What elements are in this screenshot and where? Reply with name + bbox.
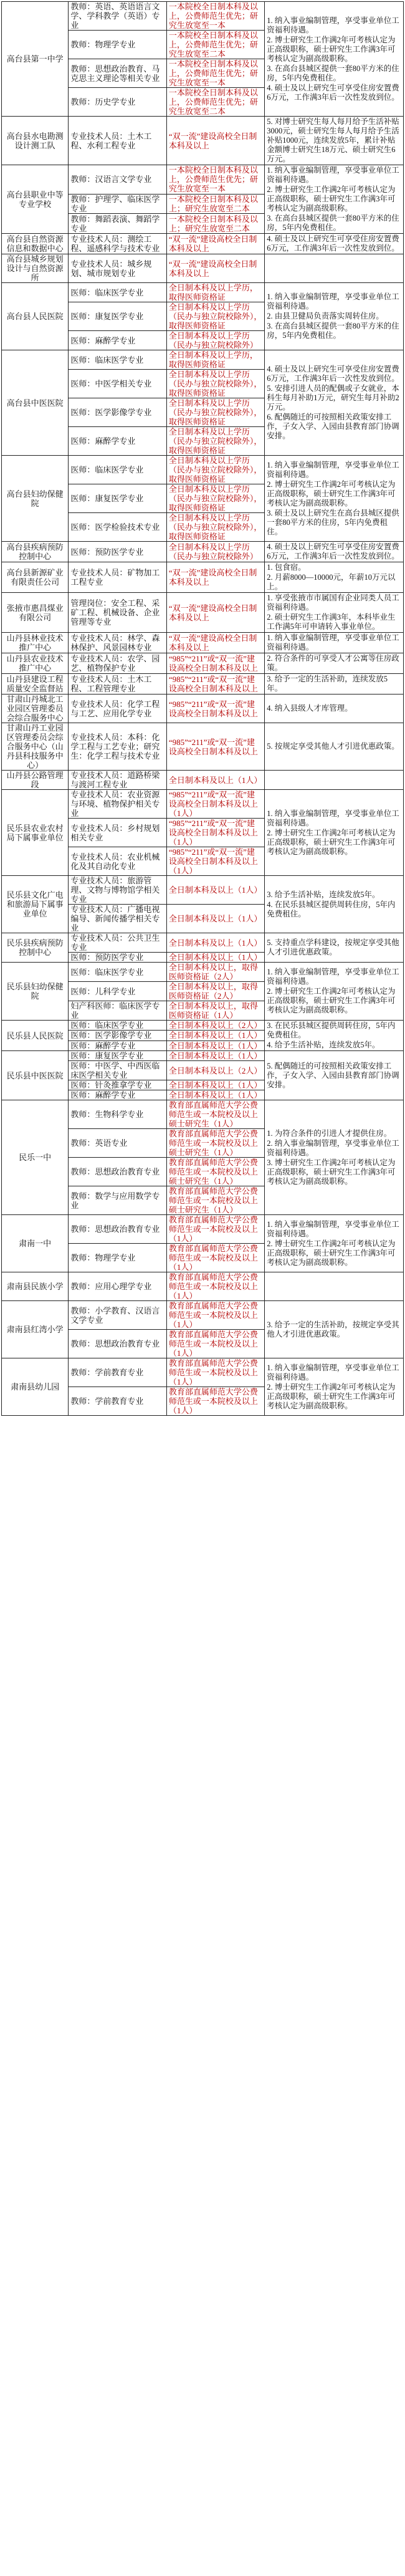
- treatment-policy: [265, 234, 404, 254]
- post-and-major: 医师：临床医学专业: [69, 350, 166, 370]
- education-requirement: 一本院校全日制本科及以上；研究生放宽至二本: [166, 214, 264, 234]
- treatment-item: 3. 博士研究生工作满2年可考核认定为正高级职称，硕士研究生工作满3年可考核认定为副高级职称。: [267, 1158, 396, 1186]
- education-requirement: “985”“211”或“双一流”建设高校全日制本科及以上: [166, 653, 264, 674]
- education-requirement: “985”“211”或“双一流”建设高校全日制本科及以上（1人）: [166, 819, 264, 847]
- treatment-item: 4. 纳入县级人才库管理。: [267, 704, 353, 713]
- treatment-policy: [265, 963, 404, 1021]
- treatment-item: 2. 博士研究生工作满2年可考核认定为正高级职称，硕士研究生工作满3年可考核认定为副高级职称。: [267, 987, 396, 1014]
- post-and-major: 专业技术人员：林学、森林保护、风景园林专业: [69, 633, 166, 653]
- post-and-major: 专业技术人员：农业资源与环境、植物保护相关专业: [69, 790, 166, 819]
- treatment-item: 5. 按规定享受其他人才引进优惠政策。: [267, 742, 399, 751]
- unit-name: 民乐县人民医院: [2, 1021, 69, 1051]
- treatment-item: 2. 博士研究生工作满2年可考核认定为正高级职称，硕士研究生工作满3年可考核认定为副高级职称。: [267, 35, 396, 63]
- post-and-major: 教师：英语专业: [69, 1129, 166, 1158]
- treatment-policy: [265, 117, 404, 165]
- treatment-item: 6. 配偶随迁的可按照相关政策安排工作，子女入学、入园由县教育部门协调安排。: [267, 413, 399, 440]
- education-requirement: 全日制本科及以上学历（民办与独立院校除外）: [166, 331, 264, 350]
- post-and-major: 医师：医学检验技术专业: [69, 513, 166, 542]
- treatment-item: 1. 纳入事业编制管理，享受事业单位工资福利待遇。: [267, 16, 399, 34]
- post-and-major: 教师：思想政治教育、马克思主义理论等相关专业: [69, 59, 166, 88]
- education-requirement: “双一流”建设高校全日制本科及以上: [166, 234, 264, 254]
- treatment-policy: [265, 1301, 404, 1358]
- education-requirement: 全日制本科及以上（2人）: [166, 1021, 264, 1031]
- treatment-policy: [265, 542, 404, 562]
- unit-name: 肃南一中: [2, 1215, 69, 1272]
- treatment-item: 2. 符合条件的可享受人才公寓等住房政策。: [267, 654, 399, 672]
- education-requirement: 全日制本科及以上学历（民办与独立院校除外），取得医师资格证: [166, 513, 264, 542]
- education-requirement: “985”“211”或“双一流”建设高校全日制本科及以上（1人）: [166, 790, 264, 819]
- unit-name: 高台县中医医院: [2, 350, 69, 456]
- post-and-major: 医师：医学影像学专业: [69, 398, 166, 427]
- treatment-item: 4. 给予生活补贴，连续发放5年。: [267, 1040, 380, 1049]
- education-requirement: 全日制本科及以上学历（民办与独立院校除外），取得医师资格证: [166, 398, 264, 427]
- education-requirement: 全日制本科及以上（1人）: [166, 1090, 264, 1100]
- education-requirement: 全日制本科及以上学历（民办与独立院校除外）: [166, 542, 264, 562]
- treatment-item: 5. 安排引进人员的配偶或子女就业，本科生每月补助1万元，研究生每月补助2万元。: [267, 384, 399, 411]
- table-row: [2, 1100, 404, 1129]
- table-row: [2, 1301, 404, 1330]
- post-and-major: 教师：物理学专业: [69, 1244, 166, 1272]
- education-requirement: 全日制本科及以上（1人）: [166, 953, 264, 963]
- unit-name: 高台县疾病预防控制中心: [2, 542, 69, 562]
- post-and-major: 教师：英语、英语语言文学、学科教学（英语）专业: [69, 2, 166, 31]
- post-and-major: 医师：中医学相关专业: [69, 370, 166, 398]
- education-requirement: 全日制本科及以上，取得医师资格证（2人）: [166, 982, 264, 1001]
- unit-name: 肃南县红湾小学: [2, 1301, 69, 1358]
- post-and-major: 教师：汉语言文学专业: [69, 165, 166, 195]
- post-and-major: 管理岗位：安全工程、采矿工程、机械设备、企业管理等专业: [69, 593, 166, 633]
- treatment-item: 3. 在高台县城区提供一套80平方米的住房，5年内免费租住。: [267, 214, 399, 232]
- treatment-policy: [265, 771, 404, 790]
- education-requirement: 全日制本科及以上（1人）: [166, 876, 264, 905]
- unit-name: 肃南县民族小学: [2, 1272, 69, 1301]
- treatment-item: 3. 硕士及以上研究生在高台县城区提供一套80平方米的住房，5年内免费租住。: [267, 508, 399, 536]
- education-requirement: 全日制本科及以上（1人）: [166, 1080, 264, 1090]
- table-row: [2, 234, 404, 254]
- unit-name: 张掖市惠昌煤业有限公司: [2, 593, 69, 633]
- post-and-major: 医师：医学影像学专业: [69, 1031, 166, 1040]
- unit-name: 高台县妇幼保健院: [2, 456, 69, 542]
- unit-name: 山丹县林业技术推广中心: [2, 633, 69, 653]
- treatment-item: 4. 硕士及以上研究生可享受住房安置费6万元，工作满3年后一次性发放到位。: [267, 365, 399, 383]
- treatment-policy: [265, 933, 404, 963]
- post-and-major: 医师：临床医学专业: [69, 456, 166, 484]
- treatment-item: 3. 给予一定的生活补助，连续发放5年。: [267, 675, 388, 693]
- post-and-major: 教师：舞蹈表演、舞蹈学专业: [69, 214, 166, 234]
- post-and-major: 医师：儿科学专业: [69, 982, 166, 1001]
- treatment-policy: [265, 350, 404, 456]
- table-row: [2, 117, 404, 165]
- table-row: [2, 633, 404, 653]
- post-and-major: 专业技术人员：道路桥梁与渡河工程专业: [69, 771, 166, 790]
- education-requirement: “985”“211”或“双一流”建设高校全日制本科及以上: [166, 694, 264, 723]
- post-and-major: 专业技术人员：城乡规划、城市规划专业: [69, 254, 166, 283]
- education-requirement: 全日制本科及以上学历（民办与独立院校除外），取得医师资格证: [166, 370, 264, 398]
- treatment-item: 1. 纳入事业编制管理，享受事业单位工资福利待遇。: [267, 292, 399, 310]
- treatment-policy: [265, 694, 404, 723]
- education-requirement: 全日制本科及以上学历（民办与独立院校除外），取得医师资格证: [166, 302, 264, 331]
- recruitment-table-body: [2, 2, 404, 1416]
- treatment-item: 2. 博士研究生工作满2年可考核认定为正高级职称，硕士研究生工作满3年可考核认定为副高级职称。: [267, 828, 396, 856]
- education-requirement: “985”“211”或“双一流”建设高校全日制本科及以上: [166, 674, 264, 694]
- table-row: [2, 1215, 404, 1244]
- table-row: [2, 350, 404, 370]
- unit-name: 山丹县建设工程质量安全监督站: [2, 674, 69, 694]
- post-and-major: 医师：预防医学专业: [69, 542, 166, 562]
- post-and-major: 教师：历史学专业: [69, 88, 166, 117]
- education-requirement: 全日制本科及以上，取得医师资格证（2人）: [166, 963, 264, 982]
- post-and-major: 医师：针灸推拿学专业: [69, 1080, 166, 1090]
- treatment-policy: [265, 633, 404, 653]
- treatment-item: 1. 纳入事业编制管理，享受事业单位工资福利待遇。: [267, 633, 399, 651]
- treatment-item: 2. 博士研究生工作满2年可考核认定为正高级职称，硕士研究生工作满3年可考核认定为副高级职称。: [267, 1382, 396, 1410]
- table-row: [2, 723, 404, 771]
- treatment-item: 4. 在民乐县城区提供周转住房，5年内免费租住。: [267, 900, 396, 918]
- post-and-major: 专业技术人员：本科：化学工程与工艺专业；研究生：化学工程与技术专业: [69, 723, 166, 771]
- unit-name: 民乐县妇幼保健院: [2, 963, 69, 1021]
- table-row: [2, 1051, 404, 1061]
- education-requirement: 一本院校全日制本科及以上，公费师范生优先；研究生放宽至二本: [166, 31, 264, 59]
- post-and-major: 医师：麻醉学专业: [69, 1040, 166, 1050]
- table-row: [2, 2, 404, 31]
- education-requirement: 教育部直属师范大学公费师范生或一本院校及以上硕士研究生（1人）: [166, 1186, 264, 1215]
- education-requirement: 全日制本科及以上学历，取得医师资格证: [166, 350, 264, 370]
- education-requirement: 全日制本科及以上学历（民办与独立院校除外），取得医师资格证: [166, 484, 264, 513]
- treatment-policy: [265, 1021, 404, 1051]
- unit-name: 肃南县幼儿园: [2, 1358, 69, 1416]
- treatment-policy: [265, 165, 404, 234]
- post-and-major: 专业技术人员：公共卫生专业: [69, 933, 166, 953]
- post-and-major: 专业技术人员：旅游管理、文物与博物馆学相关专业: [69, 876, 166, 905]
- education-requirement: 全日制本科及以上（1人）: [166, 905, 264, 933]
- treatment-item: 5. 配偶随迁的可按照相关政策安排工作，子女入学、入园由县教育部门协调安排。: [267, 1061, 399, 1089]
- treatment-policy: [265, 456, 404, 542]
- treatment-item: 1. 纳入事业编制管理，享受事业单位工资福利待遇。: [267, 968, 399, 986]
- education-requirement: “双一流”建设高校全日制本科及以上: [166, 254, 264, 283]
- unit-name: 高台县职业中等专业学校: [2, 165, 69, 234]
- treatment-item: 1. 纳入事业编制管理，享受事业单位工资福利待遇。: [267, 809, 399, 827]
- unit-name: 民乐一中: [2, 1100, 69, 1215]
- post-and-major: 医师：康复医学专业: [69, 1051, 166, 1061]
- treatment-item: 1. 为符合条件的引进人才提供住房。: [267, 1128, 392, 1138]
- table-row: [2, 674, 404, 694]
- unit-name: 山丹县公路管理段: [2, 771, 69, 790]
- treatment-item: 2. 纳入事业编制管理，享受事业单位工资福利待遇。: [267, 1138, 399, 1157]
- table-row: [2, 283, 404, 302]
- post-and-major: 教师：生物科学专业: [69, 1100, 166, 1129]
- table-row: [2, 1358, 404, 1387]
- table-row: [2, 542, 404, 562]
- table-row: [2, 254, 404, 283]
- post-and-major: 教师：思想政治教育专业: [69, 1330, 166, 1358]
- education-requirement: 一本院校全日制本科及以上，公费师范生优先；研究生放宽至一本: [166, 59, 264, 88]
- education-requirement: 全日制本科及以上（2人）: [166, 1061, 264, 1080]
- post-and-major: 专业技术人员：广播电视编导、新闻传播学相关专业: [69, 905, 166, 933]
- table-row: [2, 653, 404, 674]
- post-and-major: 医师：麻醉学专业: [69, 427, 166, 456]
- education-requirement: 教育部直属师范大学公费师范生或一本院校及以上（1人）: [166, 1215, 264, 1244]
- post-and-major: 专业技术人员：测绘工程、遥感科学与技术专业: [69, 234, 166, 254]
- education-requirement: 全日制本科及以上（1人）: [166, 1031, 264, 1040]
- post-and-major: 医师：康复医学专业: [69, 302, 166, 331]
- treatment-item: 1. 包食宿。: [267, 563, 306, 572]
- treatment-policy: [265, 876, 404, 933]
- treatment-item: 4. 硕士及以上研究生可享受住房安置费6万元，工作满3年后一次性发放到位。: [267, 234, 399, 252]
- education-requirement: 教育部直属师范大学公费师范生或一本院校及以上硕士研究生（1人）: [166, 1129, 264, 1158]
- unit-name: 甘肃山丹工业园区管理委员会综合服务中心（山丹县科技服务中心）: [2, 723, 69, 771]
- unit-name: 高台县城乡规划设计与自然资源所: [2, 254, 69, 283]
- unit-name: 民乐县文化广电和旅游局下属事业单位: [2, 876, 69, 933]
- treatment-policy: [265, 254, 404, 283]
- unit-name: 高台县自然资源信息和数据中心: [2, 234, 69, 254]
- education-requirement: 全日制本科及以上，取得医师资格证（1人）: [166, 1001, 264, 1021]
- education-requirement: 全日制本科及以上学历（民办与独立院校除外），取得医师资格证: [166, 427, 264, 456]
- treatment-item: 1. 纳入事业编制管理，享受事业单位工资福利待遇。: [267, 1363, 399, 1382]
- table-row: [2, 933, 404, 953]
- unit-name: 民乐县疾病预防控制中心: [2, 933, 69, 963]
- treatment-item: 1. 纳入事业编制管理，享受事业单位工资福利待遇。: [267, 166, 399, 184]
- treatment-item: 2. 博士研究生工作满2年可考核认定为正高级职称，硕士研究生工作满3年可考核认定为副高级职称。: [267, 479, 396, 507]
- table-row: [2, 456, 404, 484]
- post-and-major: 医师：麻醉学专业: [69, 1090, 166, 1100]
- education-requirement: 全日制本科及以上学历，取得医师资格证: [166, 283, 264, 302]
- education-requirement: 一本院校全日制本科及以上，公费师范生优先；研究生放宽至二本: [166, 88, 264, 117]
- treatment-item: 1. 纳入事业编制管理，享受事业单位工资福利待遇。: [267, 1219, 399, 1238]
- education-requirement: “双一流”建设高校全日制本科及以上: [166, 593, 264, 633]
- treatment-policy: [265, 1272, 404, 1301]
- treatment-item: 2. 由县卫健局负责落实周转住房。: [267, 312, 384, 320]
- unit-name: 民乐县农业农村局下属事业单位: [2, 790, 69, 876]
- post-and-major: 教师：学前教育专业: [69, 1358, 166, 1387]
- table-row: [2, 562, 404, 593]
- treatment-item: 1. 享受张掖市市属国有企业同类人员工资福利待遇。: [267, 594, 399, 612]
- post-and-major: 医师：临床医学专业: [69, 283, 166, 302]
- education-requirement: 教育部直属师范大学公费师范生或一本院校及以上（1人）: [166, 1358, 264, 1387]
- treatment-item: 2. 博士研究生工作满2年可考核认定为正高级职称，硕士研究生工作满3年可考核认定为副高级职称。: [267, 185, 396, 213]
- education-requirement: 教育部直属师范大学公费师范生或一本院校及以上（1人）: [166, 1387, 264, 1416]
- treatment-item: 1. 纳入事业编制管理，享受事业单位工资福利待遇。: [267, 460, 399, 479]
- post-and-major: 教师：物理学专业: [69, 31, 166, 59]
- post-and-major: 教师：思想政治教育专业: [69, 1215, 166, 1244]
- treatment-policy: [265, 1358, 404, 1416]
- education-requirement: “双一流”建设高校全日制本科及以上: [166, 117, 264, 165]
- post-and-major: 妇产科医师：临床医学专业: [69, 1001, 166, 1021]
- treatment-item: 2. 硕士研究生工作满3年，本科毕业生工作满5年可申请转入事业单位。: [267, 613, 396, 631]
- education-requirement: 全日制本科及以上（1人）: [166, 1040, 264, 1050]
- education-requirement: 全日制本科及以上学历（民办与独立院校除外），取得医师资格证: [166, 456, 264, 484]
- post-and-major: 教师：小学教育、汉语言文学专业: [69, 1301, 166, 1330]
- table-row: [2, 963, 404, 982]
- treatment-policy: [265, 1051, 404, 1100]
- table-row: [2, 165, 404, 195]
- treatment-policy: [265, 1100, 404, 1215]
- treatment-policy: [265, 653, 404, 674]
- post-and-major: 医师：临床医学专业: [69, 963, 166, 982]
- treatment-item: 2. 博士研究生工作满2年可考核认定为正高级职称，硕士研究生工作满3年可考核认定为副高级职称。: [267, 1239, 396, 1267]
- education-requirement: 全日制本科及以上（1人）: [166, 771, 264, 790]
- post-and-major: 教师：护理学、临床医学专业: [69, 194, 166, 214]
- treatment-item: 3. 在高台县城区提供一套80平方米的住房，5年内免费租住。: [267, 322, 399, 340]
- table-row: [2, 1021, 404, 1031]
- education-requirement: 教育部直属师范大学公费师范生或一本院校及以上硕士研究生（1人）: [166, 1158, 264, 1186]
- treatment-policy: [265, 1215, 404, 1272]
- treatment-policy: [265, 790, 404, 876]
- unit-name: 高台县人民医院: [2, 283, 69, 350]
- education-requirement: 一本院校全日制本科及以上，公费师范生优先；研究生放宽至一本: [166, 165, 264, 195]
- treatment-policy: [265, 283, 404, 350]
- post-and-major: 专业技术人员：矿物加工工程专业: [69, 562, 166, 593]
- post-and-major: 专业技术人员：农学、园艺、植物保护专业: [69, 653, 166, 674]
- treatment-item: 5. 对博士研究生每人每月给予生活补贴3000元，硕士研究生每人每月给予生活补贴1000元，连续发放5年，累计补贴金额博士研究生18万元、硕士研究生6万元。: [267, 117, 399, 163]
- treatment-policy: [265, 2, 404, 117]
- treatment-item: 3. 给予一定的生活补助，按规定享受其他人才引进优惠政策。: [267, 1320, 399, 1338]
- post-and-major: 医师：预防医学专业: [69, 953, 166, 963]
- education-requirement: 全日制本科及以上（1人）: [166, 1051, 264, 1061]
- treatment-item: 4. 硕士及以上研究生可享受住房安置费6万元，工作满3年后一次性发放到位。: [267, 83, 399, 102]
- table-row: [2, 876, 404, 905]
- education-requirement: 教育部直属师范大学公费师范生或一本院校及以上（1人）: [166, 1330, 264, 1358]
- education-requirement: “985”“211”或“双一流”建设高校全日制本科及以上: [166, 723, 264, 771]
- post-and-major: 教师：应用心理学专业: [69, 1272, 166, 1301]
- treatment-item: 5. 支持重点学科建设，按规定享受其他人才引进优惠政策。: [267, 938, 399, 956]
- post-and-major: 专业技术人员：农业机械化及其自动化专业: [69, 847, 166, 876]
- table-row: [2, 1272, 404, 1301]
- post-and-major: 医师：麻醉学专业: [69, 331, 166, 350]
- treatment-policy: [265, 562, 404, 593]
- treatment-item: 3. 在民乐县城区提供周转住房，5年内免费租住。: [267, 1021, 396, 1039]
- education-requirement: 教育部直属师范大学公费师范生或一本院校及以上（1人）: [166, 1272, 264, 1301]
- education-requirement: “985”“211”或“双一流”建设高校全日制本科及以上（1人）: [166, 847, 264, 876]
- treatment-item: 3. 给予生活补贴，连续发放5年。: [267, 890, 380, 899]
- post-and-major: 专业技术人员：乡村规划相关专业: [69, 819, 166, 847]
- education-requirement: 教育部直属师范大学公费师范生或一本院校及以上（1人）: [166, 1244, 264, 1272]
- post-and-major: 专业技术人员：化学工程与工艺、应用化学专业: [69, 694, 166, 723]
- post-and-major: 医师：临床医学专业: [69, 1021, 166, 1031]
- treatment-item: 4. 硕士及以上研究生可享受住房安置费6万元，工作满3年后一次性发放到位。: [267, 542, 399, 560]
- education-requirement: “双一流”建设高校全日制本科及以上: [166, 633, 264, 653]
- treatment-item: 2. 月薪8000—10000元，年薪10万元以上。: [267, 573, 396, 591]
- post-and-major: 教师：学前教育专业: [69, 1387, 166, 1416]
- unit-name: 高台县新源矿业有限责任公司: [2, 562, 69, 593]
- post-and-major: 专业技术人员：土木工程、工程管理专业: [69, 674, 166, 694]
- talent-recruitment-table: [1, 1, 404, 1416]
- unit-name: 山丹县农业技术推广中心: [2, 653, 69, 674]
- education-requirement: 一本院校全日制本科及以上，公费师范生优先；研究生放宽至一本: [166, 2, 264, 31]
- post-and-major: 专业技术人员：土木工程、水利工程专业: [69, 117, 166, 165]
- table-row: [2, 593, 404, 633]
- education-requirement: 一本院校全日制本科及以上；研究生放宽至二本: [166, 194, 264, 214]
- education-requirement: 教育部直属师范大学公费师范生或一本院校及以上硕士研究生（1人）: [166, 1100, 264, 1129]
- education-requirement: 教育部直属师范大学公费师范生或一本院校及以上（1人）: [166, 1301, 264, 1330]
- unit-name: 民乐县中医医院: [2, 1051, 69, 1100]
- treatment-policy: [265, 593, 404, 633]
- table-row: [2, 694, 404, 723]
- treatment-policy: [265, 674, 404, 694]
- unit-name: 高台县第一中学: [2, 2, 69, 117]
- post-and-major: 教师：数学与应用数学专业: [69, 1186, 166, 1215]
- table-row: [2, 771, 404, 790]
- treatment-item: 3. 在高台县城区提供一套80平方米的住房，5年内免费租住。: [267, 64, 399, 82]
- treatment-policy: [265, 723, 404, 771]
- unit-name: 高台县水电勘测设计测工队: [2, 117, 69, 165]
- post-and-major: 医师：康复医学专业: [69, 484, 166, 513]
- education-requirement: “双一流”建设高校全日制本科及以上: [166, 562, 264, 593]
- unit-name: 甘肃山丹城北工业园区管理委员会综合服务中心: [2, 694, 69, 723]
- education-requirement: 全日制本科及以上（1人）: [166, 933, 264, 953]
- post-and-major: 医师：中医学、中西医临床医学相关专业: [69, 1061, 166, 1080]
- table-row: [2, 790, 404, 819]
- post-and-major: 教师：思想政治教育专业: [69, 1158, 166, 1186]
